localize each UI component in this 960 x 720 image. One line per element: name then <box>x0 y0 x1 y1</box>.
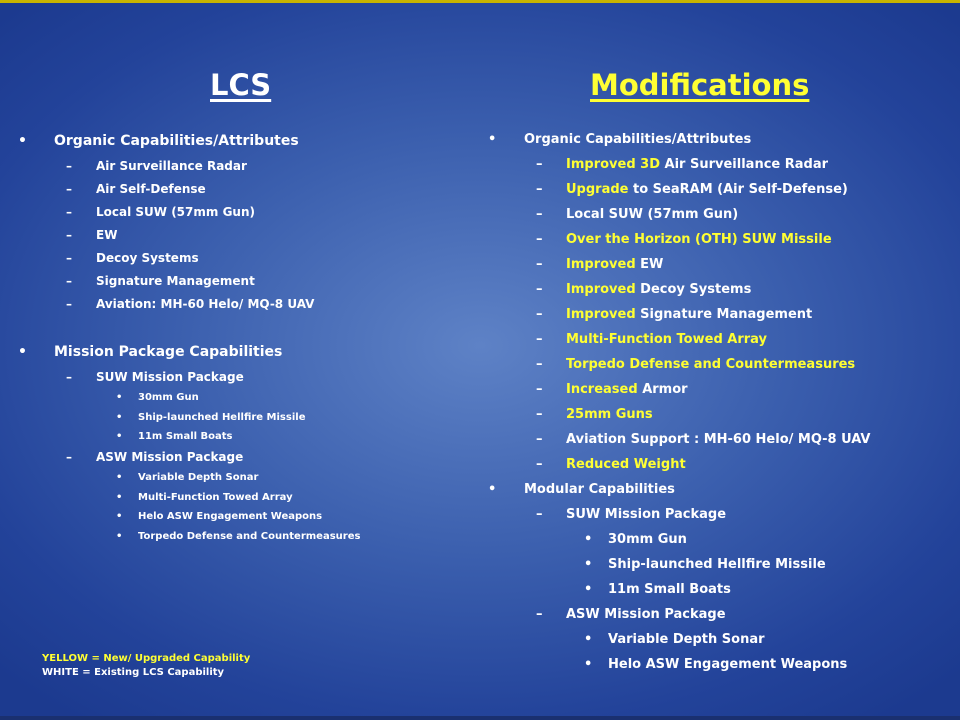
lcs-asw-item: Multi-Function Towed Array <box>138 491 293 503</box>
lcs-asw-item: Variable Depth Sonar <box>138 472 259 483</box>
bullet-dash: – <box>66 274 72 288</box>
mods-organic-heading: Organic Capabilities/Attributes <box>524 132 752 147</box>
mods-asw-item: Variable Depth Sonar <box>608 632 765 647</box>
bullet-dash: – <box>536 357 543 372</box>
new-capability-text: Over the Horizon (OTH) SUW Missile <box>566 232 832 247</box>
bullet-dot: • <box>18 133 27 149</box>
new-capability-text: Torpedo Defense and Countermeasures <box>566 357 856 372</box>
mods-organic-item <box>566 357 855 372</box>
bullet-dot: • <box>116 431 123 442</box>
bullet-dot: • <box>18 344 27 360</box>
lcs-organic-item: Aviation: MH-60 Helo/ MQ-8 UAV <box>96 297 315 311</box>
bullet-dash: – <box>536 282 543 297</box>
mods-suw-item: Ship-launched Hellfire Missile <box>608 557 826 572</box>
existing-capability-text: EW <box>635 257 664 272</box>
existing-capability-text: to SeaRAM (Air Self-Defense) <box>628 182 848 197</box>
bullet-dash: – <box>66 182 72 196</box>
lcs-title: LCS <box>210 68 272 102</box>
new-capability-text: Improved <box>566 307 636 322</box>
legend-yellow: YELLOW = New/ Upgraded Capability <box>42 653 251 664</box>
legend-white: WHITE = Existing LCS Capability <box>42 667 225 678</box>
bullet-dot: • <box>488 132 497 147</box>
bullet-dot: • <box>116 530 123 542</box>
bullet-dash: – <box>66 450 72 464</box>
bullet-dash: – <box>536 407 543 422</box>
bullet-dot: • <box>116 491 123 503</box>
existing-capability-text: Decoy Systems <box>635 282 752 297</box>
bullet-dash: – <box>536 332 543 347</box>
bullet-dash: – <box>536 207 543 222</box>
new-capability-text: Improved 3D <box>566 157 660 172</box>
mods-organic-item <box>566 382 688 397</box>
bullet-dash: – <box>66 370 72 384</box>
lcs-organic-item: Decoy Systems <box>96 251 199 265</box>
new-capability-text: 25mm Guns <box>566 407 653 422</box>
new-capability-text: Increased <box>566 382 638 397</box>
lcs-suw-item: 11m Small Boats <box>138 431 233 442</box>
bullet-dash: – <box>66 297 72 311</box>
bullet-dot: • <box>584 657 593 672</box>
bullet-dash: – <box>536 232 543 247</box>
bullet-dot: • <box>116 511 123 522</box>
mods-suw-heading: SUW Mission Package <box>566 507 727 522</box>
mods-organic-item <box>566 457 686 472</box>
mods-organic-item <box>566 332 767 347</box>
mods-suw-item: 30mm Gun <box>608 532 687 547</box>
new-capability-text: Multi-Function Towed Array <box>566 332 768 347</box>
bullet-dot: • <box>584 582 593 597</box>
bullet-dot: • <box>584 632 593 647</box>
existing-capability-text: Air Surveillance Radar <box>660 157 829 172</box>
bullet-dot: • <box>116 392 123 403</box>
lcs-suw-heading: SUW Mission Package <box>96 370 244 384</box>
bullet-dot: • <box>584 532 593 547</box>
bullet-dash: – <box>536 432 543 447</box>
lcs-suw-item: 30mm Gun <box>138 392 199 403</box>
bullet-dash: – <box>536 457 543 472</box>
bullet-dot: • <box>584 557 593 572</box>
mods-organic-item <box>566 432 871 447</box>
bullet-dash: – <box>536 507 543 522</box>
new-capability-text: Improved <box>566 257 636 272</box>
mods-organic-item <box>566 207 738 222</box>
lcs-asw-heading: ASW Mission Package <box>96 450 244 464</box>
bullet-dash: – <box>66 205 72 219</box>
lcs-organic-item: Air Self-Defense <box>96 182 206 196</box>
lcs-organic-item: Air Surveillance Radar <box>96 159 247 173</box>
existing-capability-text: Armor <box>637 382 688 397</box>
bullet-dot: • <box>116 472 123 483</box>
lcs-organic-item: Local SUW (57mm Gun) <box>96 205 255 219</box>
mods-organic-item <box>566 232 832 247</box>
bullet-dash: – <box>536 182 543 197</box>
mods-organic-item <box>566 282 751 297</box>
bullet-dash: – <box>66 159 72 173</box>
bullet-dash: – <box>536 607 543 622</box>
mods-organic-item <box>566 182 848 197</box>
lcs-asw-item: Torpedo Defense and Countermeasures <box>138 530 361 542</box>
existing-capability-text: Local SUW (57mm Gun) <box>566 207 739 222</box>
bottom-border <box>0 716 960 720</box>
bullet-dash: – <box>66 228 72 242</box>
bullet-dash: – <box>536 157 543 172</box>
lcs-organic-item: EW <box>96 228 118 242</box>
lcs-asw-item: Helo ASW Engagement Weapons <box>138 511 323 522</box>
mods-organic-item <box>566 257 663 272</box>
modifications-title: Modifications <box>590 68 810 102</box>
bullet-dash: – <box>66 251 72 265</box>
lcs-mission-heading: Mission Package Capabilities <box>54 344 283 360</box>
mods-organic-item <box>566 157 828 172</box>
new-capability-text: Improved <box>566 282 636 297</box>
mods-organic-item <box>566 407 653 422</box>
bullet-dash: – <box>536 257 543 272</box>
mods-suw-item: 11m Small Boats <box>608 582 731 597</box>
bullet-dash: – <box>536 307 543 322</box>
bullet-dash: – <box>536 382 543 397</box>
new-capability-text: Reduced Weight <box>566 457 686 472</box>
bullet-dot: • <box>488 482 497 497</box>
mods-asw-heading: ASW Mission Package <box>566 607 726 622</box>
existing-capability-text: Signature Management <box>635 307 813 322</box>
new-capability-text: Upgrade <box>566 182 629 197</box>
mods-asw-item: Helo ASW Engagement Weapons <box>608 657 848 672</box>
lcs-suw-item: Ship-launched Hellfire Missile <box>138 411 306 423</box>
lcs-organic-item: Signature Management <box>96 274 255 288</box>
mods-modular-heading: Modular Capabilities <box>524 482 675 497</box>
lcs-organic-heading: Organic Capabilities/Attributes <box>54 133 299 149</box>
mods-organic-item <box>566 307 812 322</box>
existing-capability-text: Aviation Support : MH-60 Helo/ MQ-8 UAV <box>566 432 871 447</box>
bullet-dot: • <box>116 411 123 423</box>
top-accent-line <box>0 0 960 3</box>
